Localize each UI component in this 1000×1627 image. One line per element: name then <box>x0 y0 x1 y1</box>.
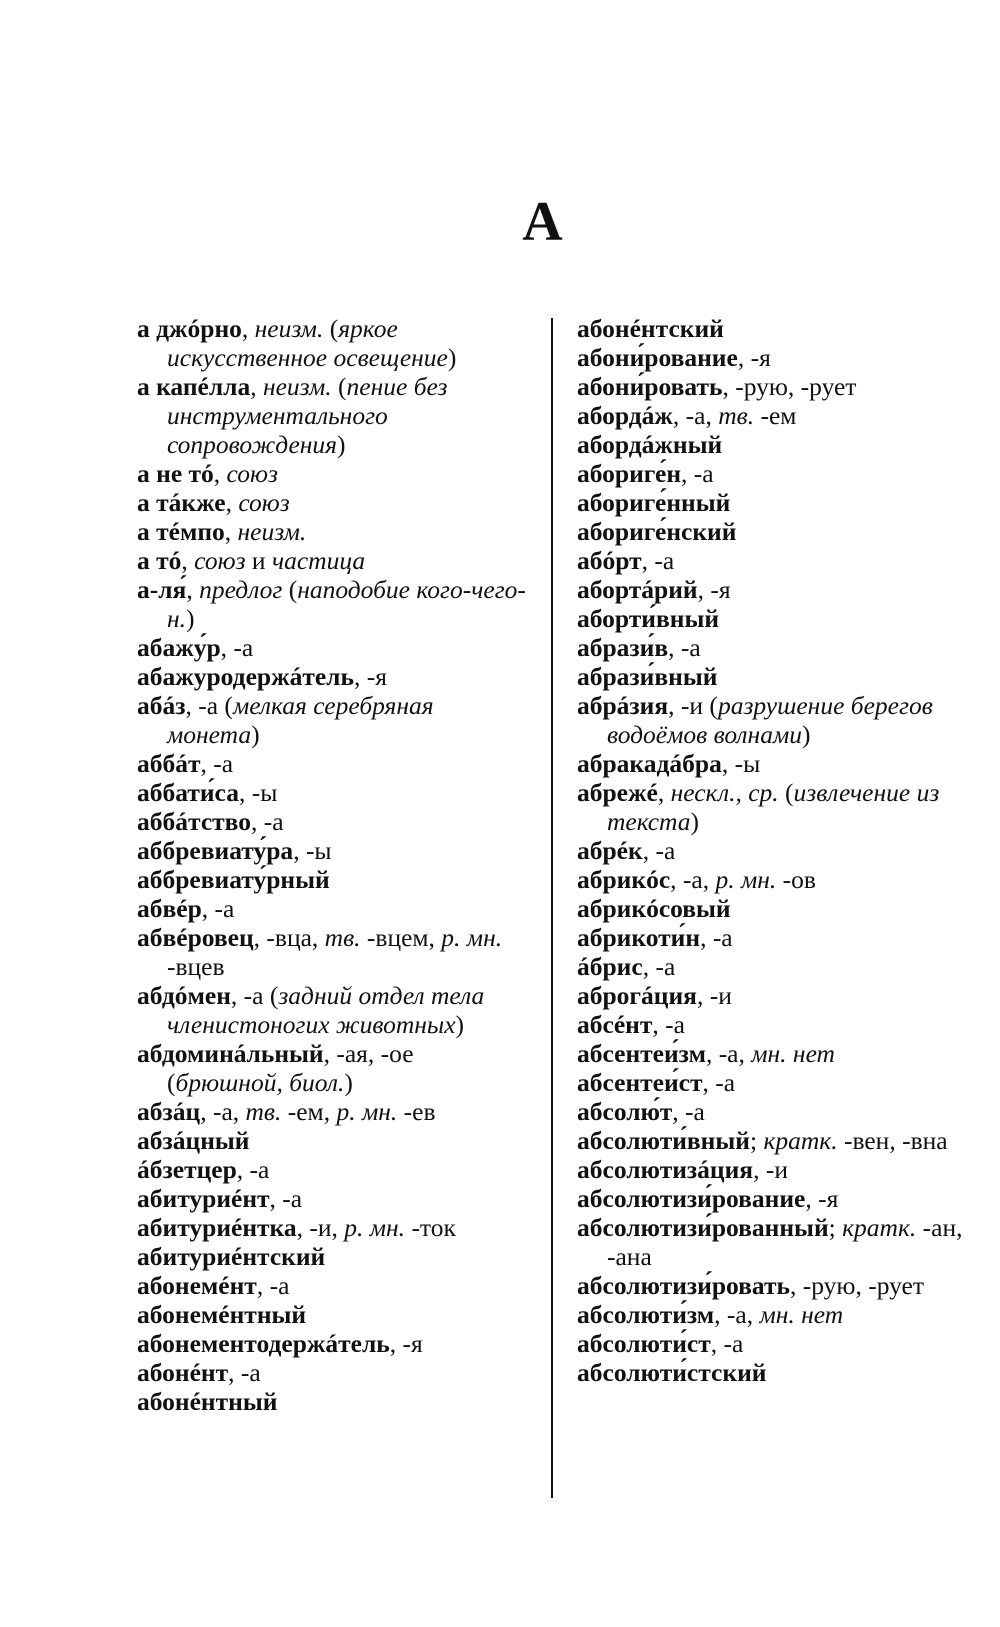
entry-text: , -а <box>642 836 676 865</box>
dictionary-entry <box>137 372 527 459</box>
grammar-note: нескл., ср. <box>670 778 779 807</box>
dictionary-entry <box>577 401 977 430</box>
dictionary-entry <box>137 1387 527 1416</box>
entry-text: , -а, <box>672 401 719 430</box>
entry-text: , -ы <box>238 778 278 807</box>
dictionary-entry <box>137 865 527 894</box>
dictionary-entry <box>137 1300 527 1329</box>
headword: абони́рование <box>577 343 738 372</box>
entry-text: , -а <box>251 807 284 836</box>
entry-text: , -а, <box>705 1039 752 1068</box>
entry-text: , -ы <box>721 749 761 778</box>
entry-text: , -и ( <box>668 691 718 720</box>
dictionary-entry <box>577 633 977 662</box>
grammar-note: предлог <box>199 575 283 604</box>
dictionary-entry <box>137 836 527 865</box>
dictionary-entry <box>577 1329 977 1358</box>
headword: абсолюти́вный <box>577 1126 750 1155</box>
entry-text: , <box>250 372 263 401</box>
dictionary-entry <box>137 1097 527 1126</box>
headword: абитуриéнтский <box>137 1242 326 1271</box>
headword: абитуриéнтка <box>137 1213 297 1242</box>
dictionary-entry <box>577 517 977 546</box>
headword: а тáкже <box>137 488 226 517</box>
headword: абонéнт <box>137 1358 229 1387</box>
dictionary-entry <box>577 372 977 401</box>
dictionary-entry <box>137 923 527 981</box>
headword: абсолюти́ст <box>577 1329 711 1358</box>
entry-text: -ев <box>397 1097 436 1126</box>
right-column <box>577 314 977 1387</box>
entry-text: , -я <box>737 343 771 372</box>
dictionary-entry <box>137 488 527 517</box>
dictionary-entry <box>577 836 977 865</box>
headword: аббревиату́ра <box>137 836 294 865</box>
dictionary-entry <box>137 459 527 488</box>
dictionary-entry <box>577 1271 977 1300</box>
entry-text: , -а, <box>714 1300 760 1329</box>
headword: áбрис <box>577 952 643 981</box>
headword: абрéк <box>577 836 643 865</box>
entry-text: , -а <box>641 546 675 575</box>
dictionary-entry <box>137 778 527 807</box>
headword: абажуродержáтель <box>137 662 354 691</box>
grammar-note: тв. <box>718 401 755 430</box>
grammar-note: союз <box>194 546 246 575</box>
headword: абортáрий <box>577 575 698 604</box>
entry-text: ; <box>749 1126 764 1155</box>
entry-text: ) <box>337 430 346 459</box>
dictionary-entry <box>137 1329 527 1358</box>
grammar-note: извлечение из текста <box>607 778 940 836</box>
section-letter: А <box>522 191 563 253</box>
headword: абсолю́т <box>577 1097 673 1126</box>
entry-text: , -я <box>353 662 387 691</box>
headword: абони́ровать <box>577 372 723 401</box>
grammar-note: союз <box>226 459 278 488</box>
dictionary-entry <box>577 865 977 894</box>
dictionary-entry <box>137 1213 527 1242</box>
headword: абонéнтский <box>577 314 724 343</box>
entry-text: , -и <box>696 981 732 1010</box>
entry-text: ( <box>323 314 339 343</box>
headword: абрикóс <box>577 865 671 894</box>
grammar-note: р. мн. <box>715 865 777 894</box>
grammar-note: неизм. <box>262 372 332 401</box>
headword: а капéлла <box>137 372 251 401</box>
dictionary-entry <box>577 604 977 633</box>
dictionary-entry <box>577 1097 977 1126</box>
headword: абрази́вный <box>577 662 718 691</box>
dictionary-entry <box>137 1242 527 1271</box>
dictionary-entry <box>137 517 527 546</box>
dictionary-entry <box>577 981 977 1010</box>
headword: абордáж <box>577 401 673 430</box>
entry-text: ( <box>282 575 298 604</box>
grammar-note: р. мн. <box>344 1213 406 1242</box>
entry-text: и <box>245 546 272 575</box>
entry-text: -вцем, <box>360 923 442 952</box>
entry-text: ) <box>344 1068 353 1097</box>
entry-text: -ов <box>776 865 816 894</box>
headword: абрáзия <box>577 691 669 720</box>
entry-text: , <box>241 314 255 343</box>
grammar-note: союз <box>238 488 290 517</box>
entry-text: , -а ( <box>230 981 279 1010</box>
dictionary-entry <box>577 488 977 517</box>
dictionary-entry <box>137 807 527 836</box>
headword: а тó <box>137 546 182 575</box>
grammar-note: кратк. <box>763 1126 838 1155</box>
headword: абóрт <box>577 546 642 575</box>
dictionary-entry <box>137 749 527 778</box>
headword: абонéнтный <box>137 1387 278 1416</box>
entry-text: , -а <box>668 633 701 662</box>
dictionary-entry <box>137 691 527 749</box>
entry-text: , -ы <box>293 836 332 865</box>
dictionary-entry <box>137 894 527 923</box>
headword: абсентеи́ст <box>577 1068 703 1097</box>
headword: аббáтство <box>137 807 252 836</box>
headword: аббáт <box>137 749 201 778</box>
grammar-note: мн. нет <box>751 1039 835 1068</box>
grammar-note: частица <box>271 546 366 575</box>
dictionary-entry <box>577 778 977 836</box>
dictionary-entry <box>577 343 977 372</box>
grammar-note: брюшной, биол. <box>175 1068 345 1097</box>
entry-text: , -а <box>652 1010 685 1039</box>
dictionary-entry <box>577 952 977 981</box>
dictionary-entry <box>137 1039 527 1097</box>
headword: áбзетцер <box>137 1155 237 1184</box>
grammar-note: р. мн. <box>441 923 503 952</box>
grammar-note: р. мн. <box>336 1097 398 1126</box>
entry-text: , -я <box>389 1329 423 1358</box>
dictionary-entry <box>577 1300 977 1329</box>
headword: абвéр <box>137 894 202 923</box>
entry-text: -ток <box>405 1213 456 1242</box>
headword: аброгáция <box>577 981 697 1010</box>
grammar-note: наподобие кого-чего-н. <box>167 575 526 633</box>
dictionary-entry <box>577 1155 977 1184</box>
entry-text: , -а ( <box>185 691 233 720</box>
entry-text: , <box>224 517 238 546</box>
dictionary-entry <box>577 314 977 343</box>
grammar-note: тв. <box>324 923 361 952</box>
entry-text: , <box>186 575 200 604</box>
grammar-note: мн. нет <box>759 1300 844 1329</box>
headword: абонемéнт <box>137 1271 257 1300</box>
dictionary-entry <box>137 662 527 691</box>
headword: абсолютизи́рование <box>577 1184 806 1213</box>
dictionary-entry <box>137 1126 527 1155</box>
entry-text: , -а <box>269 1184 303 1213</box>
dictionary-entry <box>577 546 977 575</box>
dictionary-entry <box>577 459 977 488</box>
entry-text: ( <box>331 372 347 401</box>
headword: абориге́н <box>577 459 682 488</box>
dictionary-entry <box>137 1184 527 1213</box>
entry-text: , -а <box>220 633 254 662</box>
entry-text: , -а <box>710 1329 744 1358</box>
headword: абрикоти́н <box>577 923 701 952</box>
headword: абдóмен <box>137 981 231 1010</box>
dictionary-entry <box>577 575 977 604</box>
entry-text: ) <box>801 720 811 749</box>
entry-text: ) <box>455 1010 465 1039</box>
entry-text: , -а <box>642 952 676 981</box>
headword: абрази́в <box>577 633 669 662</box>
dictionary-entry <box>137 314 527 372</box>
headword: абажу́р <box>137 633 221 662</box>
dictionary-entry <box>577 1126 977 1155</box>
entry-text: , -а, <box>670 865 716 894</box>
entry-text: -вен, -вна <box>837 1126 948 1155</box>
entry-text: , -а, <box>200 1097 246 1126</box>
headword: абсолюти́зм <box>577 1300 715 1329</box>
headword: абсолюти́стский <box>577 1358 767 1387</box>
dictionary-entry <box>577 662 977 691</box>
headword: аббревиату́рный <box>137 865 330 894</box>
grammar-note: яркое искусственное освещение <box>167 314 448 372</box>
headword: абориге́нный <box>577 488 731 517</box>
grammar-note: разрушение берегов водоёмов волнами <box>607 691 933 749</box>
headword: абсолютизи́ровать <box>577 1271 791 1300</box>
entry-text: , <box>657 778 671 807</box>
entry-text: , -а <box>681 459 714 488</box>
headword: абсентеи́зм <box>577 1039 706 1068</box>
dictionary-entry <box>577 691 977 749</box>
dictionary-entry <box>577 1068 977 1097</box>
dictionary-entry <box>137 981 527 1039</box>
entry-text: , -рую, -рует <box>722 372 857 401</box>
entry-text: ( <box>778 778 794 807</box>
entry-text: , -рую, -рует <box>790 1271 925 1300</box>
grammar-note: неизм. <box>254 314 324 343</box>
headword: а не тó <box>137 459 214 488</box>
dictionary-entry <box>577 1358 977 1387</box>
headword: абзáцный <box>137 1126 250 1155</box>
entry-text: , -и <box>753 1155 788 1184</box>
entry-text: , -я <box>697 575 731 604</box>
entry-text: ) <box>690 807 699 836</box>
dictionary-entry <box>137 575 527 633</box>
entry-text: , -я <box>805 1184 839 1213</box>
dictionary-entry <box>577 1010 977 1039</box>
entry-text: , -а <box>672 1097 705 1126</box>
entry-text: -ан, -ана <box>607 1213 963 1271</box>
left-column <box>137 314 527 1416</box>
headword: а тéмпо <box>137 517 225 546</box>
grammar-note: задний отдел тела членистоногих животных <box>167 981 485 1039</box>
headword: а джóрно <box>137 314 242 343</box>
headword: абордáжный <box>577 430 723 459</box>
headword: абдоминáльный <box>137 1039 324 1068</box>
entry-text: , -а <box>236 1155 270 1184</box>
grammar-note: кратк. <box>842 1213 917 1242</box>
headword: а-ля́ <box>137 575 187 604</box>
headword: абсолютизáция <box>577 1155 754 1184</box>
grammar-note: мелкая серебряная монета <box>167 691 434 749</box>
headword: абориге́нский <box>577 517 737 546</box>
entry-text: , -а <box>256 1271 290 1300</box>
entry-text: , <box>225 488 239 517</box>
dictionary-entry <box>577 1039 977 1068</box>
dictionary-entry <box>577 749 977 778</box>
headword: абитуриéнт <box>137 1184 270 1213</box>
dictionary-entry <box>577 894 977 923</box>
entry-text: ; <box>828 1213 843 1242</box>
dictionary-entry <box>137 1155 527 1184</box>
headword: абзáц <box>137 1097 201 1126</box>
grammar-note: тв. <box>245 1097 282 1126</box>
entry-text: , -ая, -ое ( <box>167 1039 414 1097</box>
entry-text: ) <box>251 720 260 749</box>
grammar-note: неизм. <box>237 517 307 546</box>
dictionary-entry <box>137 633 527 662</box>
headword: аббати́са <box>137 778 239 807</box>
dictionary-entry <box>577 1213 977 1271</box>
dictionary-entry <box>577 923 977 952</box>
dictionary-entry <box>137 1358 527 1387</box>
headword: абрежé <box>577 778 658 807</box>
headword: абонементодержáтель <box>137 1329 390 1358</box>
entry-text: ) <box>186 604 195 633</box>
headword: абсолютизи́рованный <box>577 1213 829 1242</box>
entry-text: , <box>181 546 195 575</box>
dictionary-entry <box>577 1184 977 1213</box>
entry-text: , -а <box>201 894 235 923</box>
entry-text: -вцев <box>167 952 225 981</box>
headword: абсéнт <box>577 1010 653 1039</box>
entry-text: , <box>213 459 227 488</box>
entry-text: , -а <box>702 1068 736 1097</box>
headword: абонемéнтный <box>137 1300 307 1329</box>
entry-text: -ем, <box>281 1097 337 1126</box>
dictionary-entry <box>137 1271 527 1300</box>
column-divider <box>551 318 553 1498</box>
entry-text: , -а <box>700 923 733 952</box>
dictionary-entry <box>577 430 977 459</box>
headword: аборти́вный <box>577 604 720 633</box>
headword: абáз <box>137 691 186 720</box>
grammar-note: пение без инструментального сопровождения <box>167 372 448 459</box>
entry-text: , -а <box>228 1358 261 1387</box>
entry-text: , -а <box>200 749 234 778</box>
entry-text: , -и, <box>296 1213 345 1242</box>
headword: абрикóсовый <box>577 894 731 923</box>
entry-text: ) <box>447 343 457 372</box>
headword: абракадáбра <box>577 749 722 778</box>
entry-text: -ем <box>754 401 797 430</box>
dictionary-entry <box>137 546 527 575</box>
entry-text: , -вца, <box>253 923 325 952</box>
headword: абвéровец <box>137 923 254 952</box>
